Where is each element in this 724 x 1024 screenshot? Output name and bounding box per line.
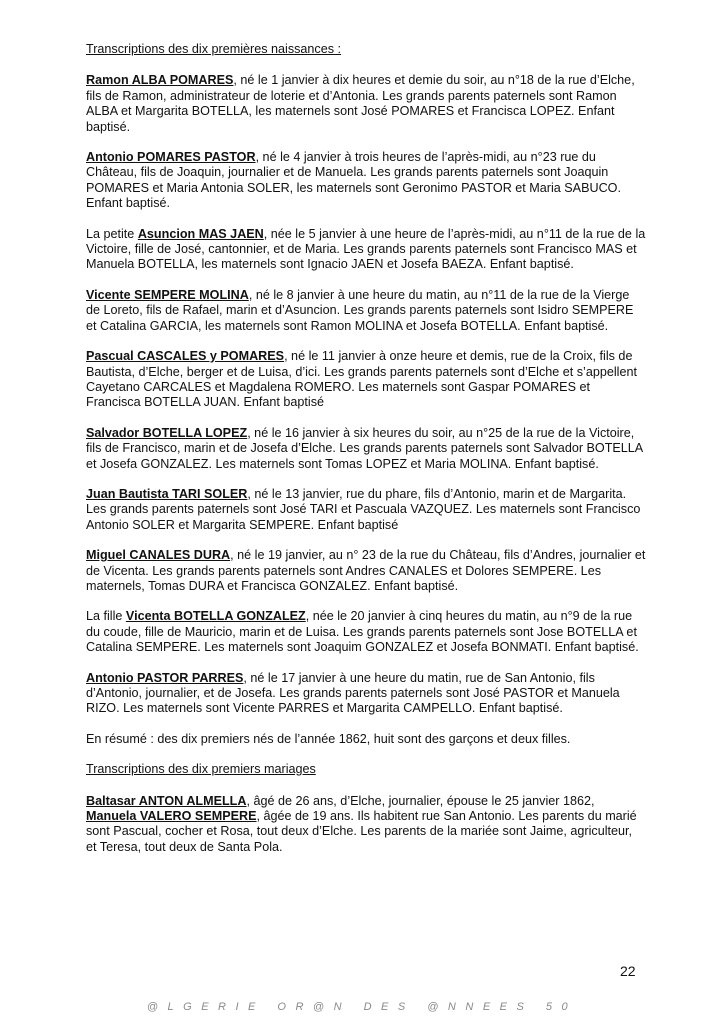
birth-entry: [86, 671, 646, 717]
birth-details: , né le 19 janvier, au n° 23 de la rue du Château, fils d’Andres, journalier et de Vicenta. Les grands parents paternels sont Andres CANALES et Dolores SEMPERE. Les maternels, Tomas DURA et Francisca GONZALEZ. Enfant baptisé.: [86, 548, 646, 593]
person-name: Antonio POMARES PASTOR: [86, 150, 256, 165]
birth-details: , né le 16 janvier à six heures du soir, au n°25 de la rue de la Victoire, fils de Francisco, marin et de Josefa d’Elche. Les grands parents paternels sont Salvador BOTELLA et Josefa GONZALEZ. Les maternels sont Tomas LOPEZ et Maria MOLINA. Enfant baptisé.: [86, 425, 643, 471]
birth-entry: [86, 426, 646, 472]
marriages-section-title: Transcriptions des dix premiers mariages: [86, 762, 316, 777]
birth-details: , né le 4 janvier à trois heures de l’après-midi, au n°23 rue du Château, fils de Joaquin, journalier et de Manuela. Les grands parents paternels sont Joaquin POMARES et Maria Antonia SOLER, les maternels sont Geronimo PASTOR et Maria SABUCO. Enfant baptisé.: [86, 150, 621, 211]
marriage-entry: [86, 794, 646, 856]
birth-details: , né le 17 janvier à une heure du matin, rue de San Antonio, fils d’Antonio, journalier, et de Josefa. Les grands parents paternels sont José PASTOR et Manuela RIZO. Les maternels sont Vicente PARRES et Margarita CAMPELLO. Enfant baptisé.: [86, 670, 620, 716]
person-name: Salvador BOTELLA LOPEZ: [86, 425, 248, 440]
groom-name: Baltasar ANTON ALMELLA: [86, 793, 247, 808]
birth-details: , né le 8 janvier à une heure du matin, au n°11 de la rue de la Vierge de Loreto, fils de Rafael, marin et d’Asuncion. Les grands parents paternels sont Isidro SEMPERE et Catalina GARCIA, les maternels sont Ramon MOLINA et Josefa BOTELLA. Enfant baptisé.: [86, 287, 634, 333]
birth-prefix: La fille: [86, 609, 126, 624]
birth-details: , née le 20 janvier à cinq heures du matin, au n°9 de la rue du coude, fille de Mauricio, marin et de Luisa. Les grands parents paternels sont Jose BOTELLA et Catalina SEMPERE. Les maternels sont Joaquim GONZALEZ et Josefa BONMATI. Enfant baptisé.: [86, 609, 639, 655]
bride-details: , âgée de 19 ans. Ils habitent rue San Antonio. Les parents du marié sont Pascual, cocher et Rosa, tout deux d’Elche. Les parents de la mariée sont Jaime, agriculteur, et Teresa, tout deux de Santa Pola.: [86, 809, 637, 854]
birth-details: , née le 5 janvier à une heure de l’après-midi, au n°11 de la rue de la Victoire, fille de José, cantonnier, et de Maria. Les grands parents paternels sont Francisco MAS et Manuela BOTELLA, les maternels sont Ignacio JAEN et Josefa BAEZA. Enfant baptisé.: [86, 226, 646, 272]
document-body: [86, 42, 646, 870]
birth-prefix: La petite: [86, 226, 138, 241]
birth-entry: [86, 73, 646, 135]
births-section-title: Transcriptions des dix premières naissances :: [86, 42, 342, 56]
footer-watermark: @LGERIE OR@N DES @NNEES 50: [146, 1001, 578, 1013]
person-name: Asuncion MAS JAEN: [137, 226, 264, 241]
person-name: Miguel CANALES DURA: [86, 548, 231, 563]
person-name: Antonio PASTOR PARRES: [86, 670, 244, 685]
births-list: [86, 73, 646, 716]
person-name: Pascual CASCALES y POMARES: [86, 349, 285, 364]
birth-details: , né le 11 janvier à onze heure et demis, rue de la Croix, fils de Bautista, d’Elche, berger et de Luisa, d’ici. Les grands parents paternels sont d’Elche et s’appellent Cayetano CARCALES et Magdalena ROMERO. Les maternels sont Gaspar POMARES et Francisca BOTELLA JUAN. Enfant baptisé: [86, 349, 637, 410]
birth-entry: [86, 349, 646, 411]
births-summary: En résumé : des dix premiers nés de l’année 1862, huit sont des garçons et deux filles.: [86, 731, 571, 746]
birth-entry: [86, 548, 646, 594]
birth-entry: [86, 150, 646, 212]
groom-details: , âgé de 26 ans, d’Elche, journalier, épouse le 25 janvier 1862,: [246, 793, 595, 808]
birth-entry: [86, 288, 646, 334]
person-name: Juan Bautista TARI SOLER: [86, 486, 248, 501]
birth-details: , né le 1 janvier à dix heures et demie du soir, au n°18 de la rue d’Elche, fils de Ramon, administrateur de loterie et d’Antonia. Les grands parents paternels sont Ramon ALBA et Margarita BOTELLA, les maternels sont José POMARES et Francisca LOPEZ. Enfant baptisé.: [86, 73, 635, 134]
birth-entry: [86, 227, 646, 273]
person-name: Ramon ALBA POMARES: [86, 73, 234, 88]
page-number: 22: [620, 963, 636, 979]
birth-entry: [86, 609, 646, 655]
birth-details: , né le 13 janvier, rue du phare, fils d’Antonio, marin et de Margarita. Les grands parents paternels sont José TARI et Pascuala VAZQUEZ. Les maternels sont Francisco Antonio SOLER et Margarita SEMPERE. Enfant baptisé: [86, 486, 641, 532]
person-name: Vicente SEMPERE MOLINA: [86, 287, 249, 302]
birth-entry: [86, 487, 646, 533]
person-name: Vicenta BOTELLA GONZALEZ: [125, 609, 306, 624]
bride-name: Manuela VALERO SEMPERE: [86, 809, 257, 824]
